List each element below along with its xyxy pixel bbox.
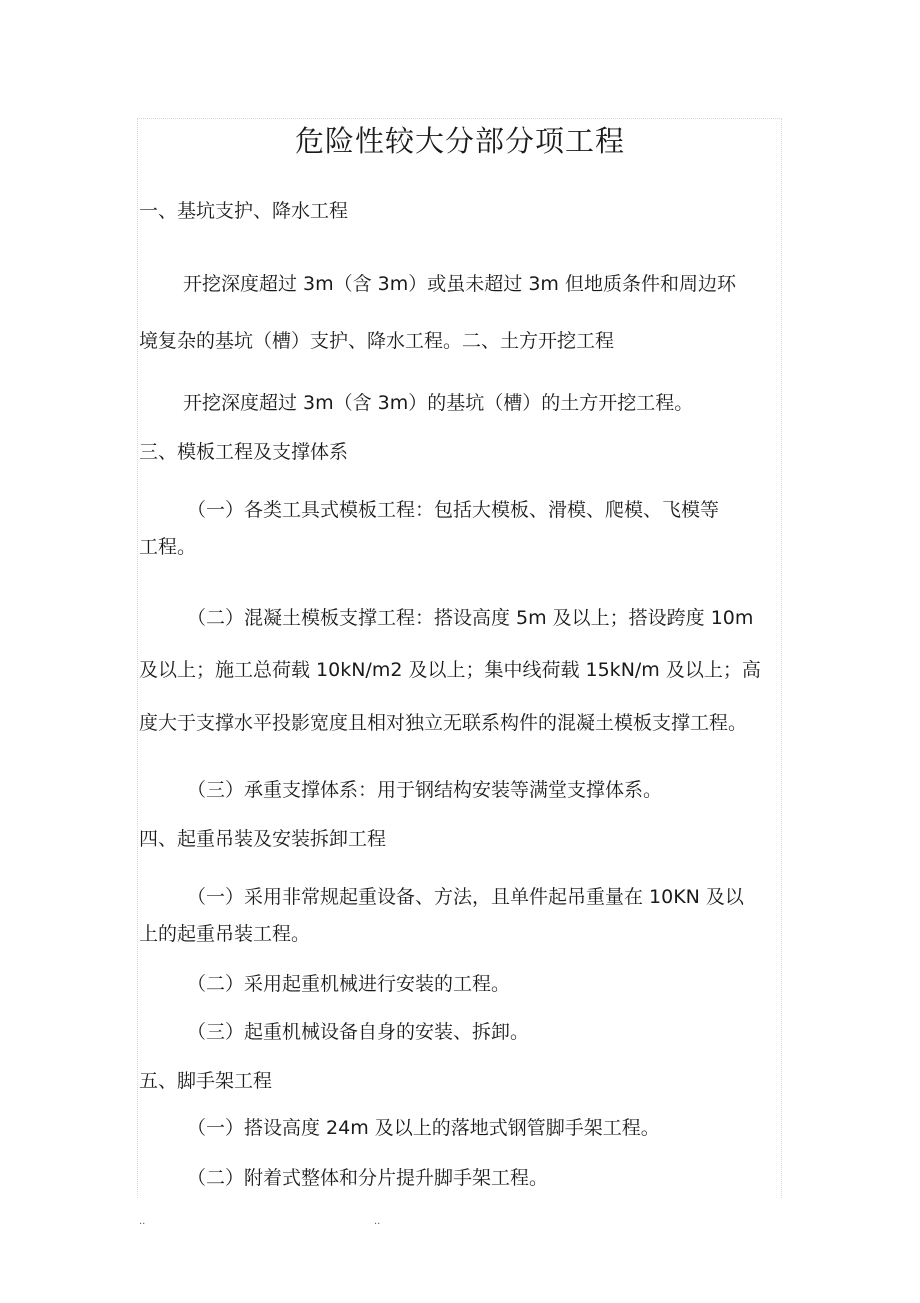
section-3-item-1-line-2: 工程。 xyxy=(139,536,197,558)
section-4-item-3: （三）起重机械设备自身的安装、拆卸。 xyxy=(187,1021,530,1043)
section-4-item-2: （二）采用起重机械进行安装的工程。 xyxy=(187,973,511,995)
section-1-heading: 一、基坑支护、降水工程 xyxy=(139,200,349,222)
section-3-item-3: （三）承重支撑体系：用于钢结构安装等满堂支撑体系。 xyxy=(187,779,663,801)
section-5-heading: 五、脚手架工程 xyxy=(139,1070,273,1092)
section-4-item-1-line-1: （一）采用非常规起重设备、方法，且单件起吊重量在 10KN 及以 xyxy=(187,886,744,908)
section-3-item-2-line-1: （二）混凝土模板支撑工程：搭设高度 5m 及以上；搭设跨度 10m xyxy=(187,607,754,629)
section-5-item-1: （一）搭设高度 24m 及以上的落地式钢管脚手架工程。 xyxy=(187,1117,660,1139)
section-3-item-2-line-3: 度大于支撑水平投影宽度且相对独立无联系构件的混凝土模板支撑工程。 xyxy=(139,712,748,734)
section-1-paragraph-line-1: 开挖深度超过 3m（含 3m）或虽未超过 3m 但地质条件和周边环 xyxy=(183,273,736,295)
section-3-heading: 三、模板工程及支撑体系 xyxy=(139,441,349,463)
footer-mark-left: .. xyxy=(139,1216,146,1227)
section-1-paragraph-line-2: 境复杂的基坑（槽）支护、降水工程。二、土方开挖工程 xyxy=(139,330,615,352)
footer-mark-right: .. xyxy=(374,1216,381,1227)
section-5-item-2: （二）附着式整体和分片提升脚手架工程。 xyxy=(187,1167,549,1189)
document-title: 危险性较大分部分项工程 xyxy=(294,124,625,158)
section-2-paragraph: 开挖深度超过 3m（含 3m）的基坑（槽）的土方开挖工程。 xyxy=(183,392,694,414)
section-3-item-1-line-1: （一）各类工具式模板工程：包括大模板、滑模、爬模、飞模等 xyxy=(187,499,720,521)
section-4-heading: 四、起重吊装及安装拆卸工程 xyxy=(139,828,387,850)
section-4-item-1-line-2: 上的起重吊装工程。 xyxy=(139,923,311,945)
section-3-item-2-line-2: 及以上；施工总荷载 10kN/m2 及以上；集中线荷载 15kN/m 及以上；高 xyxy=(139,659,761,681)
